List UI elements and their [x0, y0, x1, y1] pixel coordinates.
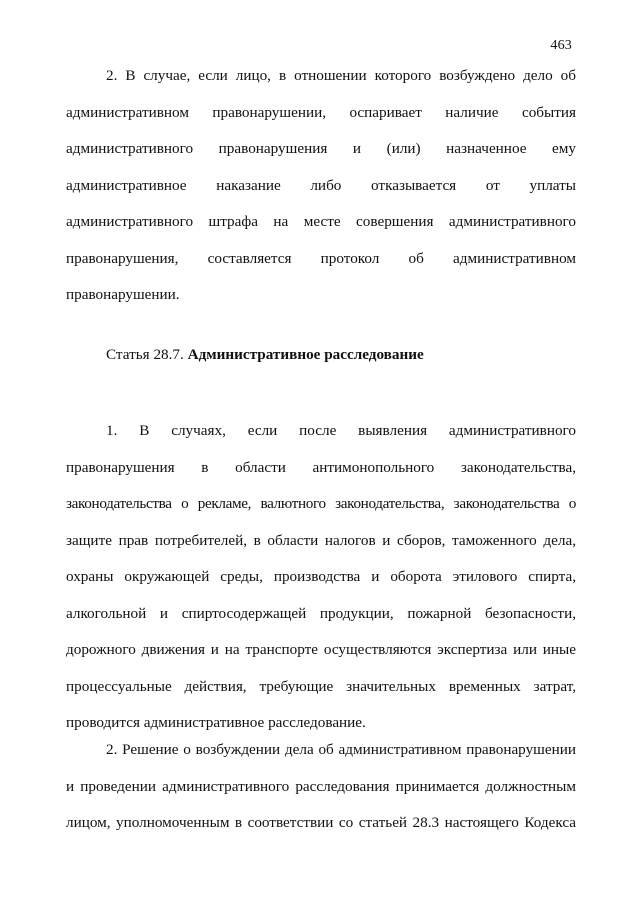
paragraph-line: и проведении административного расследования принимается должностным [66, 777, 576, 795]
paragraph-line: административного штрафа на месте совершения административного [66, 213, 576, 230]
paragraph-line: правонарушении. [66, 286, 180, 303]
paragraph-line: охраны окружающей среды, производства и оборота этилового спирта, [66, 568, 576, 585]
paragraph-line: правонарушения в области антимонопольного законодательства, [66, 458, 576, 476]
paragraph-line: защите прав потребителей, в области налогов и сборов, таможенного дела, [66, 531, 576, 549]
paragraph-2 [66, 413, 576, 742]
paragraph-line: законодательства о рекламе, валютного законодательства, законодательства о [66, 495, 576, 512]
paragraph-3 [66, 732, 576, 842]
paragraph-line: административного правонарушения и (или) назначенное ему [66, 140, 576, 157]
paragraph-line: 2. Решение о возбуждении дела об административном правонарушении [106, 741, 576, 758]
paragraph-1 [66, 58, 576, 314]
paragraph-line: 2. В случае, если лицо, в отношении которого возбуждено дело об [106, 67, 576, 84]
paragraph-line: процессуальные действия, требующие значительных временных затрат, [66, 677, 576, 695]
paragraph-line: дорожного движения и на транспорте осуществляются экспертиза или иные [66, 641, 576, 658]
paragraph-line: правонарушения, составляется протокол об административном [66, 249, 576, 267]
paragraph-line: лицом, уполномоченным в соответствии со статьей 28.3 настоящего Кодекса [66, 814, 576, 831]
paragraph-line: административное наказание либо отказывается от уплаты [66, 176, 576, 194]
page-number: 463 [550, 38, 572, 53]
paragraph-line: алкогольной и спиртосодержащей продукции, пожарной безопасности, [66, 604, 576, 622]
paragraph-line: 1. В случаях, если после выявления административного [106, 422, 576, 439]
paragraph-line: проводится административное расследование. [66, 714, 366, 731]
article-heading [106, 346, 424, 364]
article-number: Статья 28.7. [106, 346, 184, 363]
paragraph-line: административном правонарушении, оспаривает наличие события [66, 103, 576, 121]
article-title: Административное расследование [187, 346, 424, 363]
